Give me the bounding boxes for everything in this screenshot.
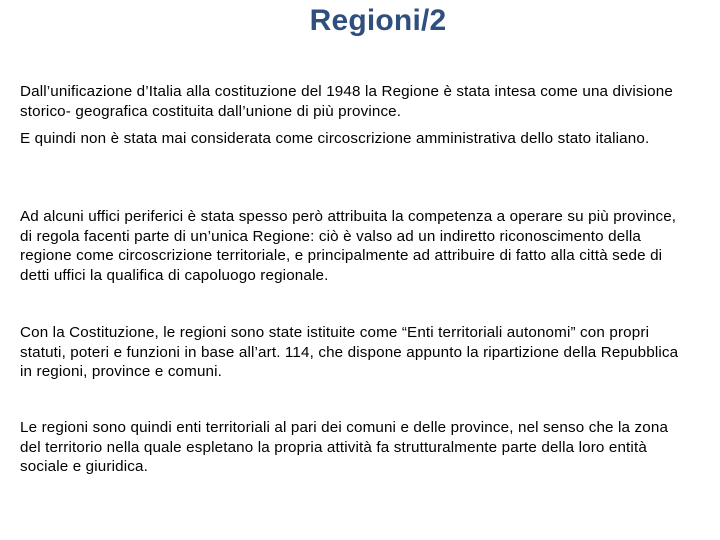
paragraph-not-administrative: E quindi non è stata mai considerata come circoscrizione amministrativa dello stato italiano. xyxy=(20,130,650,147)
text-block-5 xyxy=(20,418,692,477)
paragraph-unification: Dall’unificazione d’Italia alla costituzione del 1948 la Regione è stata intesa come una divisione storico- geografica costituita dall’unione di più province. xyxy=(20,83,673,120)
text-block-4 xyxy=(20,323,692,382)
text-block-3 xyxy=(20,207,692,285)
paragraph-territorial-entities: Le regioni sono quindi enti territoriali al pari dei comuni e delle province, nel senso che la zona del territorio nella quale espletano la propria attività fa strutturalmente parte della loro entità sociale e giuridica. xyxy=(20,419,669,475)
text-block-2 xyxy=(20,129,692,149)
slide-title: Regioni/2 xyxy=(309,4,447,37)
text-block-1 xyxy=(20,82,692,121)
paragraph-constitution: Con la Costituzione, le regioni sono state istituite come “Enti territoriali autonomi” con propri statuti, poteri e funzioni in base all’art. 114, che dispone appunto la ripartizione della Repubblica in regioni, province e comuni. xyxy=(20,324,679,380)
paragraph-peripheral-offices: Ad alcuni uffici periferici è stata spesso però attribuita la competenza a operare su più province, di regola facenti parte di un’unica Regione: ciò è valso ad un indiretto riconoscimento della regione come circoscrizione territoriale, e principalmente ad attribuire di fatto alla città sede di detti uffici la qualifica di capoluogo regionale. xyxy=(20,208,677,284)
